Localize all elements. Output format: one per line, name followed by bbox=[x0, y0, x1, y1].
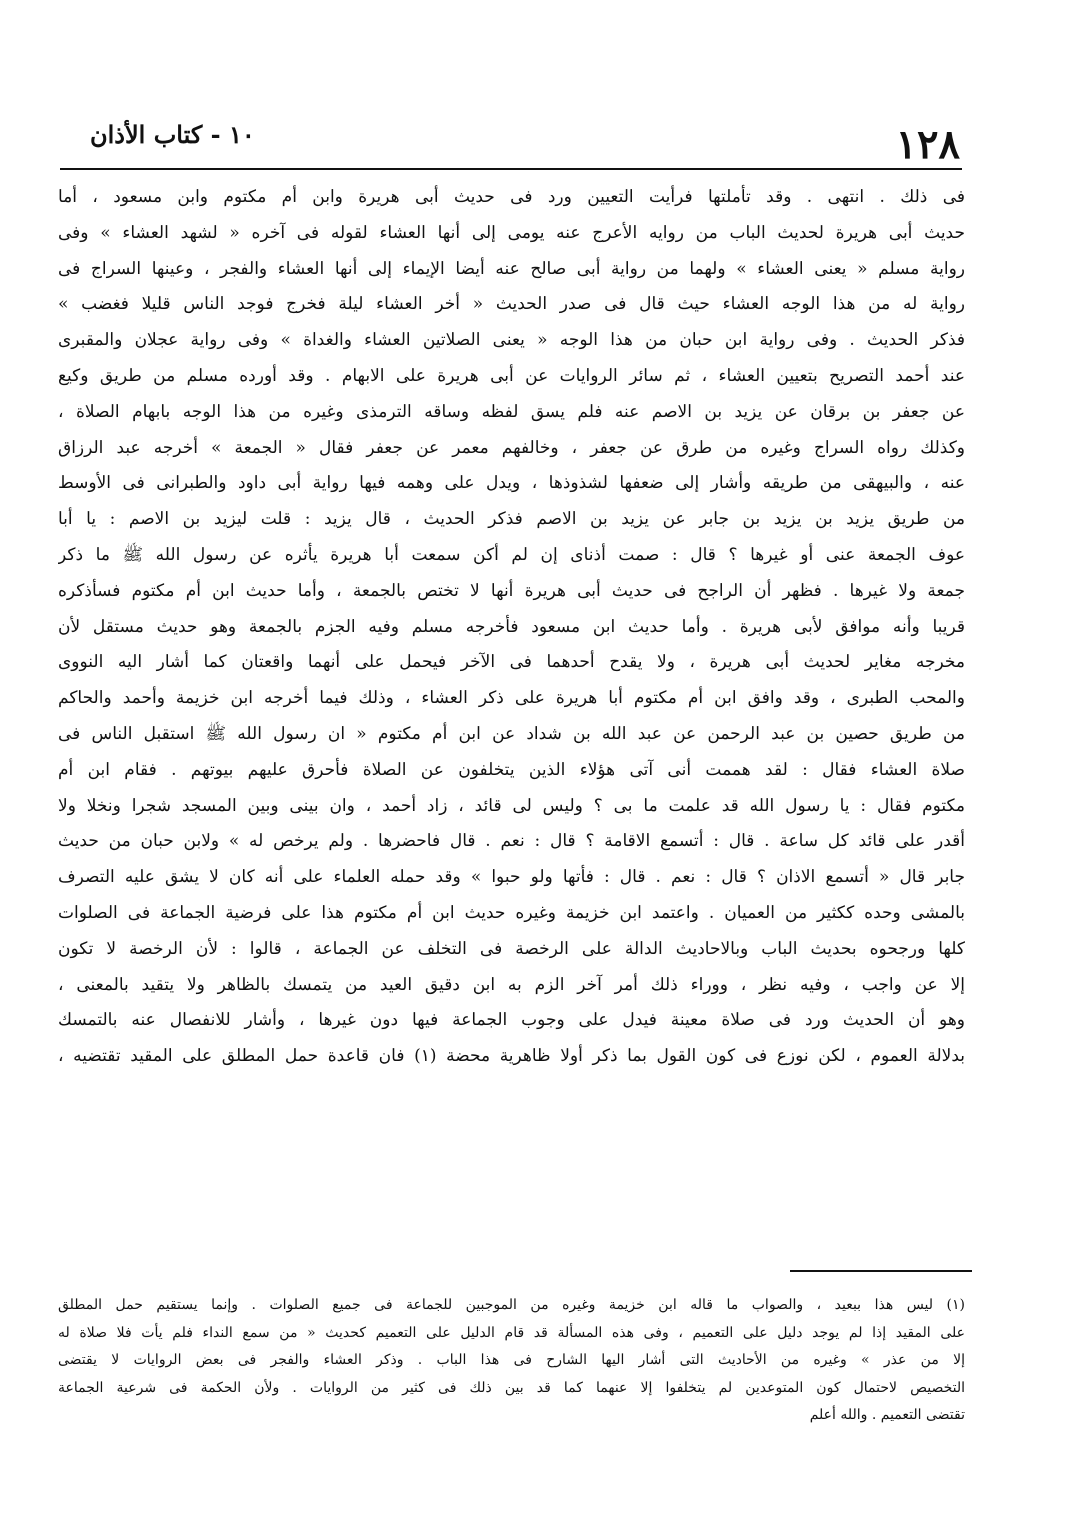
text-line: وهو أن الحديث ورد فى صلاة معينة فيدل على وجوب الجماعة فيها دون غيرها ، وأشار للانفصال عنه بالتمسك bbox=[58, 1010, 965, 1031]
header-rule bbox=[60, 168, 962, 170]
text-line: فى ذلك . انتهى . وقد تأملتها فرأيت التعيين ورد فى حديث أبى هريرة وابن أم مكتوم وابن مسعود ، أما bbox=[58, 187, 965, 207]
footnote-line: إلا من عذر » وغيره من الأحاديث التى أشار اليها الشارح فى هذا الباب . وذكر العشاء والفجر فى بعض الروايات لا يقتضى bbox=[58, 1352, 965, 1368]
text-line: بدلالة العموم ، لكن نوزع فى كون القول بما ذكر أولا ظاهرية محضة (١) فان قاعدة حمل المطلق على المقيد تقتضيه ، bbox=[58, 1046, 965, 1067]
text-line: عند أحمد التصريح بتعيين العشاء ، ثم سائر الروايات عن أبى هريرة على الابهام . وقد أورده مسلم من طريق وكيع bbox=[58, 365, 965, 386]
text-line: كلها ورجحوه بحديث الباب وبالاحاديث الدالة على الرخصة فى التخلف عن الجماعة ، قالوا : لأن الرخصة لا تكون bbox=[58, 938, 965, 959]
text-line: من طريق حصين بن عبد الرحمن عن عبد الله بن شداد عن ابن أم مكتوم « ان رسول الله ﷺ استقبل الناس فى bbox=[58, 723, 965, 744]
text-line: عوف الجمعة عنى أو غيرها ؟ قال : صمت أذناى إن لم أكن سمعت أبا هريرة يأثره عن رسول الله ﷺ ما ذكر bbox=[58, 544, 965, 565]
footnote-rule bbox=[790, 1270, 972, 1272]
text-line: حديث أبى هريرة لحديث الباب من روايه الأعرج عنه يومى إلى أنها العشاء لقوله فى آخره « لشهد العشاء » وفى bbox=[58, 222, 965, 243]
text-line: جمعة ولا غيرها . فظهر أن الراجح فى حديث أبى هريرة أنها لا تختص بالجمعة ، وأما حديث ابن أم مكتوم فسأذكره bbox=[58, 580, 965, 601]
text-line: رواية له من هذا الوجه العشاء حيث قال فى صدر الحديث « أخر العشاء ليلة فخرج فوجد الناس قليلا فغضب » bbox=[58, 294, 965, 315]
footnote-line: على المقيد إذا لم يوجد دليل على التعميم ، وفى هذه المسألة قد قام الدليل على التعميم كحديث « من سمع النداء فلم يأت فلا صلاة له bbox=[58, 1324, 965, 1341]
text-line: والمحب الطبرى ، وقد وافق ابن أم مكتوم أبا هريرة على ذكر العشاء ، وذلك فيما أخرجه ابن خزيمة وأحمد والحاكم bbox=[58, 688, 965, 709]
text-line: مخرجه مغاير لحديث أبى هريرة ، ولا يقدح أحدهما فى الآخر فيحمل على أنهما واقعتان كما أشار اليه النووى bbox=[58, 652, 965, 673]
text-line: عن جعفر بن برقان عن يزيد بن الاصم عنه فلم يسق لفظه وساقه الترمذى وغيره من هذا الوجه بابهام الصلاة ، bbox=[58, 401, 965, 422]
page-header bbox=[60, 118, 960, 168]
text-line: صلاة العشاء فقال : لقد هممت أنى آتى هؤلاء الذين يتخلفون عن الصلاة فأحرق عليهم بيوتهم . فقام ابن أم bbox=[58, 759, 965, 780]
text-line: إلا عن واجب ، وفيه نظر ، ووراء ذلك أمر آخر الزم به ابن دقيق العيد من يتمسك بالظاهر ولا يتقيد بالمعنى ، bbox=[58, 974, 965, 995]
text-line: قريبا وأنه موافق لأبى هريرة . وأما حديث ابن مسعود فأخرجه مسلم وفيه الجزم بالجمعة وهو حديث مستقل لأن bbox=[58, 616, 965, 637]
running-head: ١٠ - كتاب الأذان bbox=[90, 120, 255, 149]
text-line: فذكر الحديث . وفى رواية ابن حبان من هذا الوجه « يعنى الصلاتين العشاء والغداة » وفى رواية عجلان والمقبرى bbox=[58, 330, 965, 351]
footnote-line: تقتضى التعميم . والله أعلم bbox=[809, 1407, 965, 1423]
footnote-line: التخصيص لاحتمال كون المتوعدين لم يتخلفوا إلا عنهما كما قد بين ذلك فى كثير من الروايات . ولأن الحكمة فى شرعية الجماعة bbox=[58, 1379, 965, 1396]
text-line: من طريق يزيد بن يزيد بن جابر عن يزيد بن الاصم فذكر الحديث ، قال يزيد : قلت ليزيد بن الاصم : يا أبا bbox=[58, 509, 965, 530]
main-text bbox=[58, 180, 965, 1075]
page-number: ١٢٨ bbox=[895, 121, 960, 168]
text-line: أقدر على قائد كل ساعة . قال : أتسمع الاقامة ؟ قال : نعم . قال فاحضرها . ولم يرخص له » ولابن حبان من حديث bbox=[58, 831, 965, 852]
text-line: وكذلك رواه السراج وغيره من طرق عن جعفر ، وخالفهم معمر عن جعفر فقال « الجمعة » أخرجه عبد الرزاق bbox=[58, 437, 965, 458]
text-line: رواية مسلم « يعنى العشاء » ولهما من رواية أبى صالح عنه أيضا الإيماء إلى أنها العشاء والفجر ، وعينها السراج فى bbox=[58, 258, 965, 279]
footnote-line: (١) ليس هذا ببعيد ، والصواب ما قاله ابن خزيمة وغيره من الموجبين للجماعة فى جميع الصلوات . وإنما يستقيم حمل المطلق bbox=[58, 1297, 965, 1313]
text-line: عنه ، والبيهقى من طريقه وأشار إلى ضعفها لشذوذها ، ويدل على وهمه فيها رواية أبى داود والطبرانى فى الأوسط bbox=[58, 473, 965, 494]
text-line: جابر قال « أتسمع الاذان ؟ قال : نعم . قال : فأتها ولو حبوا » وقد حمله العلماء على أنه كان لا يشق عليه التصرف bbox=[58, 867, 965, 888]
footnote bbox=[58, 1292, 965, 1430]
text-line: بالمشى وحده ككثير من العميان . واعتمد ابن خزيمة وغيره حديث ابن أم مكتوم هذا على فرضية الجماعة فى الصلوات bbox=[58, 902, 965, 923]
text-line: مكتوم فقال : يا رسول الله قد علمت ما بى ؟ وليس لى قائد ، زاد أحمد ، وان بينى وبين المسجد شجرا ونخلا ولا bbox=[58, 795, 965, 816]
